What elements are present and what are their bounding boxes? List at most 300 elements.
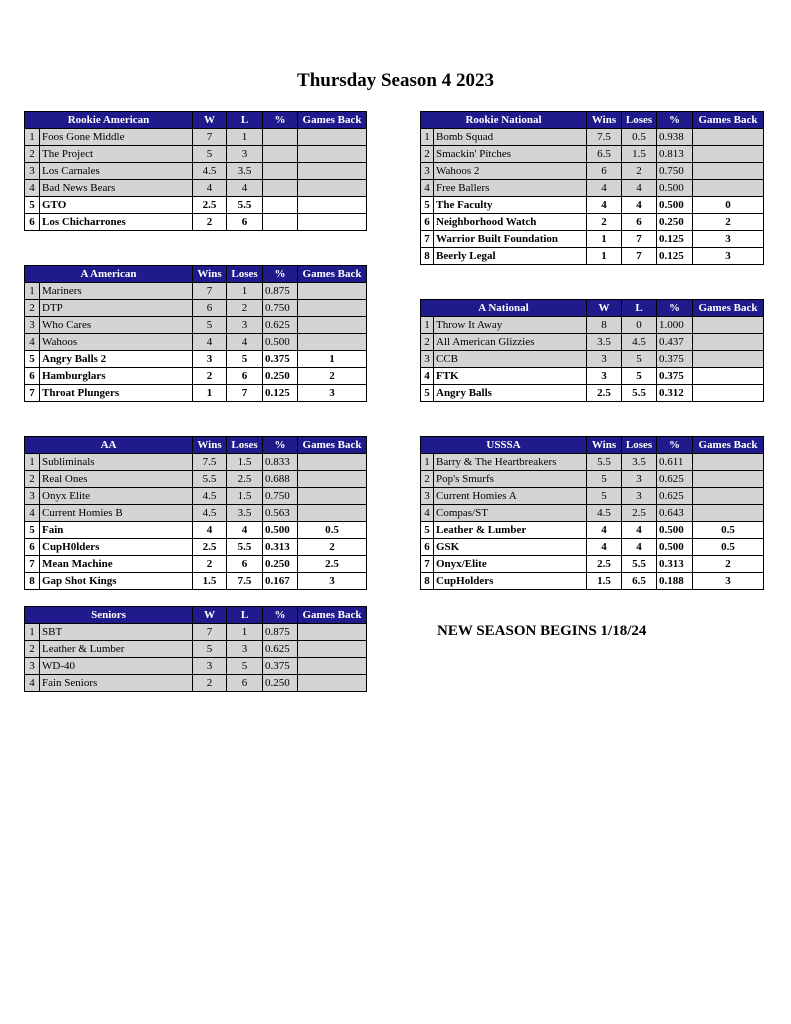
games-back-cell <box>298 505 367 522</box>
games-back-cell <box>693 505 764 522</box>
wins-cell: 1 <box>193 385 227 402</box>
losses-cell: 5.5 <box>622 385 657 402</box>
rank-cell: 3 <box>421 488 434 505</box>
percentage-cell: 0.625 <box>657 488 693 505</box>
team-name-cell: Subliminals <box>40 454 193 471</box>
percentage-cell: 0.500 <box>657 197 693 214</box>
rank-cell: 6 <box>25 214 40 231</box>
losses-cell: 4.5 <box>622 334 657 351</box>
rank-cell: 5 <box>421 522 434 539</box>
team-name-cell: Bomb Squad <box>434 129 587 146</box>
table-row <box>421 454 764 471</box>
losses-cell: 4 <box>622 539 657 556</box>
percentage-cell: 0.875 <box>263 283 298 300</box>
rank-cell: 5 <box>25 197 40 214</box>
games-back-cell <box>298 180 367 197</box>
losses-cell: 4 <box>622 197 657 214</box>
games-back-cell <box>298 197 367 214</box>
table-row <box>421 180 764 197</box>
wins-cell: 8 <box>587 317 622 334</box>
rank-cell: 4 <box>25 505 40 522</box>
games-back-cell <box>298 129 367 146</box>
table-row <box>25 505 367 522</box>
games-back-cell: 0.5 <box>693 539 764 556</box>
table-row <box>25 129 367 146</box>
games-back-cell: 2 <box>693 556 764 573</box>
wins-cell: 4 <box>587 522 622 539</box>
losses-cell: 5 <box>622 351 657 368</box>
team-name-cell: FTK <box>434 368 587 385</box>
rank-cell: 4 <box>421 180 434 197</box>
header-row <box>25 607 367 624</box>
losses-cell: 5 <box>622 368 657 385</box>
losses-cell: 3.5 <box>227 163 263 180</box>
column-header: Games Back <box>693 437 764 454</box>
wins-cell: 4 <box>587 539 622 556</box>
games-back-cell <box>298 214 367 231</box>
games-back-cell <box>298 488 367 505</box>
wins-cell: 5 <box>193 146 227 163</box>
rank-cell: 4 <box>25 180 40 197</box>
wins-cell: 3 <box>193 658 227 675</box>
wins-cell: 6 <box>193 300 227 317</box>
wins-cell: 7.5 <box>587 129 622 146</box>
division-name: A American <box>25 266 193 283</box>
percentage-cell <box>263 197 298 214</box>
losses-cell: 0 <box>622 317 657 334</box>
table-row <box>25 556 367 573</box>
wins-cell: 3 <box>587 368 622 385</box>
division-name: Rookie National <box>421 112 587 129</box>
header-row <box>25 112 367 129</box>
wins-cell: 4 <box>193 180 227 197</box>
games-back-cell <box>298 471 367 488</box>
column-header: Loses <box>227 437 263 454</box>
losses-cell: 1 <box>227 283 263 300</box>
table-row <box>25 180 367 197</box>
percentage-cell: 0.250 <box>263 368 298 385</box>
games-back-cell: 2 <box>693 214 764 231</box>
games-back-cell: 3 <box>298 573 367 590</box>
losses-cell: 6.5 <box>622 573 657 590</box>
games-back-cell <box>693 385 764 402</box>
wins-cell: 3 <box>193 351 227 368</box>
percentage-cell: 0.313 <box>657 556 693 573</box>
table-row <box>25 197 367 214</box>
rank-cell: 2 <box>421 334 434 351</box>
team-name-cell: SBT <box>40 624 193 641</box>
team-name-cell: Wahoos 2 <box>434 163 587 180</box>
losses-cell: 1.5 <box>227 454 263 471</box>
games-back-cell <box>298 624 367 641</box>
wins-cell: 3 <box>587 351 622 368</box>
table-row <box>25 146 367 163</box>
division-name: AA <box>25 437 193 454</box>
rank-cell: 3 <box>25 488 40 505</box>
rank-cell: 2 <box>25 146 40 163</box>
column-header: W <box>587 300 622 317</box>
table-row <box>25 317 367 334</box>
column-header: Games Back <box>298 437 367 454</box>
games-back-cell: 3 <box>693 231 764 248</box>
table-row <box>421 197 764 214</box>
table-row <box>421 317 764 334</box>
column-header: L <box>622 300 657 317</box>
percentage-cell: 0.643 <box>657 505 693 522</box>
losses-cell: 6 <box>227 368 263 385</box>
division-name: Seniors <box>25 607 193 624</box>
team-name-cell: Neighborhood Watch <box>434 214 587 231</box>
column-header: Games Back <box>298 266 367 283</box>
percentage-cell: 0.750 <box>263 300 298 317</box>
losses-cell: 6 <box>227 675 263 692</box>
column-header: W <box>193 607 227 624</box>
rank-cell: 2 <box>25 641 40 658</box>
wins-cell: 1.5 <box>587 573 622 590</box>
wins-cell: 5 <box>193 317 227 334</box>
column-header: Wins <box>193 437 227 454</box>
rank-cell: 3 <box>25 317 40 334</box>
table-row <box>421 248 764 265</box>
wins-cell: 6.5 <box>587 146 622 163</box>
rank-cell: 4 <box>421 505 434 522</box>
losses-cell: 6 <box>622 214 657 231</box>
division-name: Rookie American <box>25 112 193 129</box>
losses-cell: 1.5 <box>227 488 263 505</box>
wins-cell: 2.5 <box>193 539 227 556</box>
column-header: % <box>657 300 693 317</box>
team-name-cell: Fain <box>40 522 193 539</box>
losses-cell: 4 <box>227 334 263 351</box>
wins-cell: 4 <box>193 522 227 539</box>
team-name-cell: Current Homies A <box>434 488 587 505</box>
losses-cell: 2 <box>227 300 263 317</box>
rank-cell: 1 <box>421 129 434 146</box>
team-name-cell: Gap Shot Kings <box>40 573 193 590</box>
wins-cell: 7 <box>193 283 227 300</box>
games-back-cell <box>298 146 367 163</box>
games-back-cell <box>693 334 764 351</box>
games-back-cell <box>693 163 764 180</box>
losses-cell: 0.5 <box>622 129 657 146</box>
table-row <box>25 539 367 556</box>
rank-cell: 1 <box>25 129 40 146</box>
team-name-cell: Foos Gone Middle <box>40 129 193 146</box>
rank-cell: 7 <box>421 556 434 573</box>
games-back-cell <box>298 675 367 692</box>
wins-cell: 4 <box>587 197 622 214</box>
header-row <box>421 300 764 317</box>
rank-cell: 6 <box>25 539 40 556</box>
wins-cell: 5 <box>193 641 227 658</box>
percentage-cell: 0.500 <box>657 180 693 197</box>
page-title: Thursday Season 4 2023 <box>297 70 494 91</box>
wins-cell: 2 <box>193 556 227 573</box>
losses-cell: 6 <box>227 556 263 573</box>
team-name-cell: Hamburglars <box>40 368 193 385</box>
team-name-cell: CupHolders <box>434 573 587 590</box>
percentage-cell: 0.437 <box>657 334 693 351</box>
wins-cell: 1.5 <box>193 573 227 590</box>
team-name-cell: GTO <box>40 197 193 214</box>
team-name-cell: Bad News Bears <box>40 180 193 197</box>
column-header: W <box>193 112 227 129</box>
table-row <box>25 675 367 692</box>
team-name-cell: Throw It Away <box>434 317 587 334</box>
rank-cell: 1 <box>25 283 40 300</box>
team-name-cell: Onyx/Elite <box>434 556 587 573</box>
table-row <box>25 573 367 590</box>
table-row <box>25 658 367 675</box>
games-back-cell: 2 <box>298 368 367 385</box>
losses-cell: 5.5 <box>227 539 263 556</box>
team-name-cell: Free Ballers <box>434 180 587 197</box>
rank-cell: 8 <box>25 573 40 590</box>
percentage-cell: 0.500 <box>657 522 693 539</box>
losses-cell: 1 <box>227 129 263 146</box>
losses-cell: 1 <box>227 624 263 641</box>
rank-cell: 2 <box>25 471 40 488</box>
table-row <box>421 351 764 368</box>
games-back-cell <box>298 163 367 180</box>
team-name-cell: Current Homies B <box>40 505 193 522</box>
rank-cell: 5 <box>25 351 40 368</box>
header-row <box>25 266 367 283</box>
games-back-cell <box>693 488 764 505</box>
games-back-cell: 2 <box>298 539 367 556</box>
wins-cell: 2 <box>193 214 227 231</box>
losses-cell: 4 <box>622 180 657 197</box>
losses-cell: 5 <box>227 658 263 675</box>
team-name-cell: The Faculty <box>434 197 587 214</box>
losses-cell: 2.5 <box>227 471 263 488</box>
rank-cell: 5 <box>421 385 434 402</box>
wins-cell: 5 <box>587 488 622 505</box>
losses-cell: 4 <box>622 522 657 539</box>
wins-cell: 5 <box>587 471 622 488</box>
percentage-cell: 0.611 <box>657 454 693 471</box>
losses-cell: 3.5 <box>622 454 657 471</box>
division-name: USSSA <box>421 437 587 454</box>
table-row <box>25 624 367 641</box>
wins-cell: 5.5 <box>587 454 622 471</box>
division-name: A National <box>421 300 587 317</box>
table-row <box>25 454 367 471</box>
table-row <box>421 505 764 522</box>
team-name-cell: Onyx Elite <box>40 488 193 505</box>
table-row <box>25 368 367 385</box>
rank-cell: 1 <box>25 624 40 641</box>
table-row <box>421 539 764 556</box>
column-header: L <box>227 112 263 129</box>
standings-table-rookie-american <box>24 111 367 231</box>
table-row <box>25 334 367 351</box>
percentage-cell: 0.938 <box>657 129 693 146</box>
percentage-cell <box>263 146 298 163</box>
team-name-cell: WD-40 <box>40 658 193 675</box>
losses-cell: 1.5 <box>622 146 657 163</box>
percentage-cell: 0.250 <box>263 675 298 692</box>
team-name-cell: DTP <box>40 300 193 317</box>
losses-cell: 5 <box>227 351 263 368</box>
rank-cell: 4 <box>25 334 40 351</box>
standings-table-a-national <box>420 299 764 402</box>
losses-cell: 3 <box>227 146 263 163</box>
percentage-cell: 0.500 <box>263 334 298 351</box>
table-row <box>421 334 764 351</box>
percentage-cell: 0.375 <box>657 351 693 368</box>
games-back-cell <box>693 351 764 368</box>
percentage-cell: 0.250 <box>657 214 693 231</box>
team-name-cell: Mean Machine <box>40 556 193 573</box>
table-row <box>25 522 367 539</box>
games-back-cell <box>693 454 764 471</box>
games-back-cell <box>693 180 764 197</box>
table-row <box>25 471 367 488</box>
team-name-cell: Leather & Lumber <box>434 522 587 539</box>
rank-cell: 6 <box>421 214 434 231</box>
games-back-cell <box>298 300 367 317</box>
column-header: % <box>657 437 693 454</box>
losses-cell: 5.5 <box>622 556 657 573</box>
table-row <box>25 163 367 180</box>
losses-cell: 7 <box>622 248 657 265</box>
wins-cell: 4.5 <box>193 505 227 522</box>
wins-cell: 4.5 <box>193 163 227 180</box>
percentage-cell: 0.750 <box>657 163 693 180</box>
season-announcement: NEW SEASON BEGINS 1/18/24 <box>437 623 647 639</box>
table-row <box>421 385 764 402</box>
standings-table-a-american <box>24 265 367 402</box>
table-row <box>421 129 764 146</box>
losses-cell: 7 <box>227 385 263 402</box>
table-row <box>421 146 764 163</box>
losses-cell: 2.5 <box>622 505 657 522</box>
percentage-cell <box>263 214 298 231</box>
table-row <box>421 522 764 539</box>
table-row <box>25 488 367 505</box>
rank-cell: 1 <box>25 454 40 471</box>
table-row <box>421 556 764 573</box>
games-back-cell <box>693 146 764 163</box>
team-name-cell: Mariners <box>40 283 193 300</box>
rank-cell: 7 <box>25 556 40 573</box>
wins-cell: 1 <box>587 231 622 248</box>
team-name-cell: Compas/ST <box>434 505 587 522</box>
percentage-cell: 0.250 <box>263 556 298 573</box>
team-name-cell: Los Chicharrones <box>40 214 193 231</box>
wins-cell: 4.5 <box>193 488 227 505</box>
team-name-cell: The Project <box>40 146 193 163</box>
wins-cell: 3.5 <box>587 334 622 351</box>
games-back-cell: 1 <box>298 351 367 368</box>
standings-table-aa <box>24 436 367 590</box>
table-row <box>421 163 764 180</box>
percentage-cell: 0.813 <box>657 146 693 163</box>
team-name-cell: Warrior Built Foundation <box>434 231 587 248</box>
column-header: % <box>263 437 298 454</box>
team-name-cell: All American Glizzies <box>434 334 587 351</box>
wins-cell: 2.5 <box>193 197 227 214</box>
header-row <box>25 437 367 454</box>
losses-cell: 3 <box>622 471 657 488</box>
standings-table-usssa <box>420 436 764 590</box>
table-row <box>25 300 367 317</box>
team-name-cell: CCB <box>434 351 587 368</box>
percentage-cell: 0.125 <box>657 248 693 265</box>
games-back-cell: 3 <box>298 385 367 402</box>
rank-cell: 7 <box>421 231 434 248</box>
games-back-cell <box>693 317 764 334</box>
column-header: Games Back <box>693 300 764 317</box>
rank-cell: 4 <box>421 368 434 385</box>
rank-cell: 1 <box>421 317 434 334</box>
team-name-cell: Smackin' Pitches <box>434 146 587 163</box>
losses-cell: 5.5 <box>227 197 263 214</box>
wins-cell: 2.5 <box>587 385 622 402</box>
rank-cell: 7 <box>25 385 40 402</box>
wins-cell: 4 <box>587 180 622 197</box>
team-name-cell: GSK <box>434 539 587 556</box>
games-back-cell <box>693 368 764 385</box>
losses-cell: 3.5 <box>227 505 263 522</box>
games-back-cell: 0.5 <box>298 522 367 539</box>
team-name-cell: Barry & The Heartbreakers <box>434 454 587 471</box>
table-row <box>421 231 764 248</box>
table-row <box>421 488 764 505</box>
percentage-cell: 0.313 <box>263 539 298 556</box>
column-header: Loses <box>227 266 263 283</box>
column-header: Loses <box>622 112 657 129</box>
rank-cell: 3 <box>421 351 434 368</box>
header-row <box>421 112 764 129</box>
column-header: % <box>263 112 298 129</box>
games-back-cell <box>298 283 367 300</box>
rank-cell: 1 <box>421 454 434 471</box>
games-back-cell <box>298 454 367 471</box>
header-row <box>421 437 764 454</box>
column-header: L <box>227 607 263 624</box>
column-header: Games Back <box>298 607 367 624</box>
games-back-cell: 3 <box>693 573 764 590</box>
wins-cell: 2 <box>587 214 622 231</box>
rank-cell: 2 <box>421 146 434 163</box>
games-back-cell: 2.5 <box>298 556 367 573</box>
rank-cell: 2 <box>421 471 434 488</box>
percentage-cell: 0.375 <box>657 368 693 385</box>
percentage-cell: 0.625 <box>263 641 298 658</box>
percentage-cell: 0.625 <box>263 317 298 334</box>
wins-cell: 5.5 <box>193 471 227 488</box>
games-back-cell: 3 <box>693 248 764 265</box>
rank-cell: 5 <box>421 197 434 214</box>
games-back-cell <box>298 641 367 658</box>
wins-cell: 7.5 <box>193 454 227 471</box>
standings-table-rookie-national <box>420 111 764 265</box>
team-name-cell: Who Cares <box>40 317 193 334</box>
games-back-cell <box>298 317 367 334</box>
table-row <box>25 283 367 300</box>
table-row <box>421 214 764 231</box>
losses-cell: 3 <box>227 641 263 658</box>
standings-table-seniors <box>24 606 367 692</box>
losses-cell: 7.5 <box>227 573 263 590</box>
percentage-cell: 0.875 <box>263 624 298 641</box>
percentage-cell: 0.688 <box>263 471 298 488</box>
rank-cell: 4 <box>25 675 40 692</box>
column-header: Wins <box>587 112 622 129</box>
percentage-cell: 0.167 <box>263 573 298 590</box>
